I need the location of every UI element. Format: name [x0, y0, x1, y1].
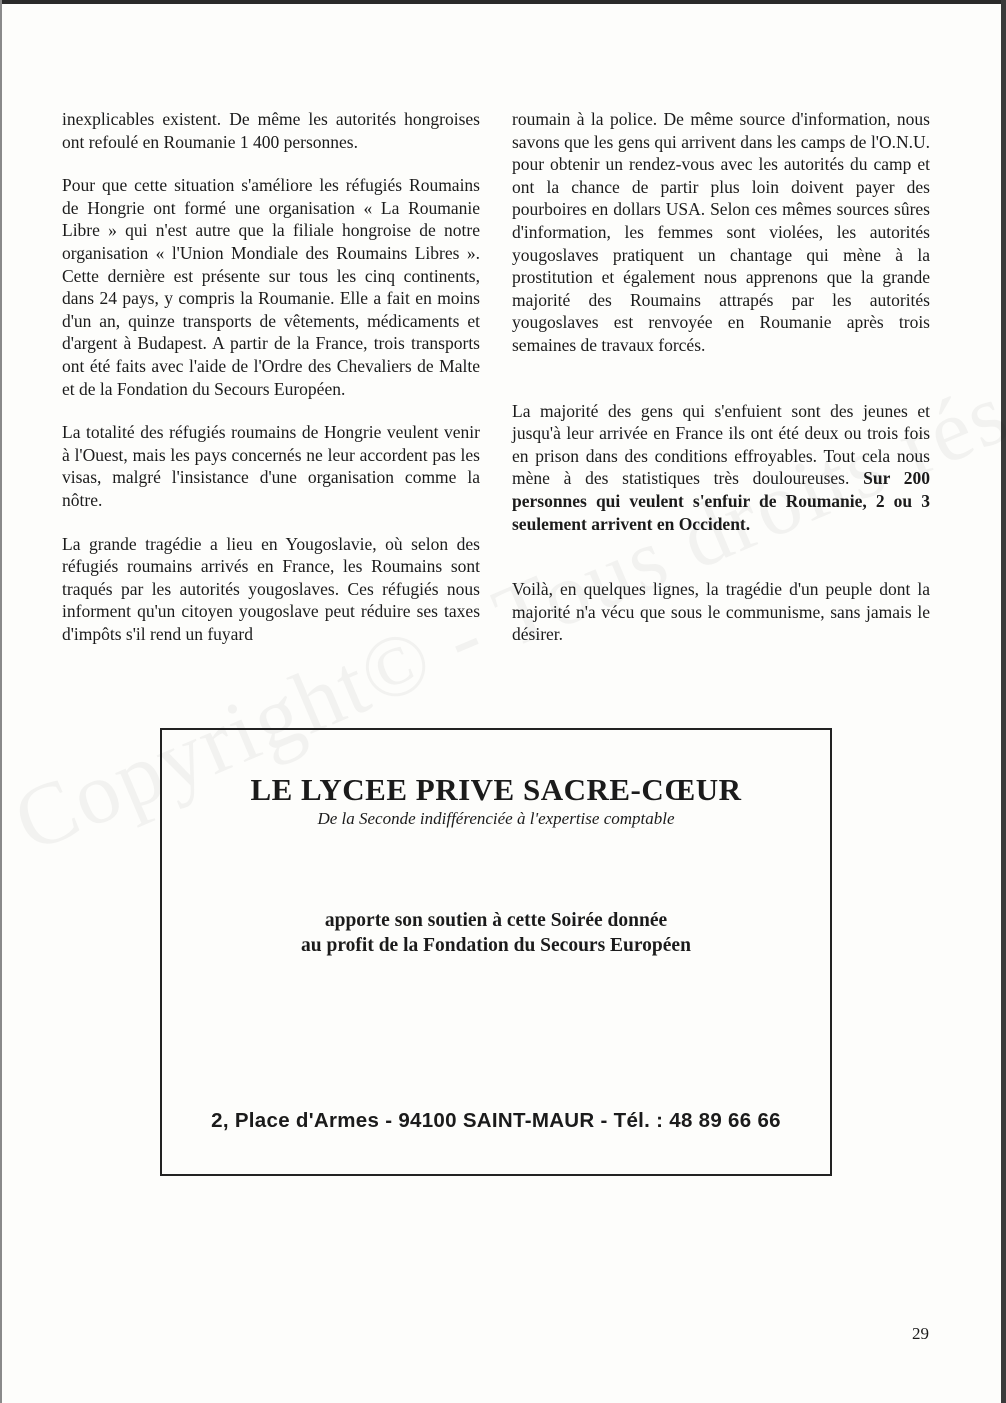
ad-subtitle: De la Seconde indifférenciée à l'expertise comptable — [317, 809, 675, 828]
scan-edge-left — [0, 0, 2, 1403]
right-paragraph-2-text: La majorité des gens qui s'enfuient sont des jeunes et jusqu'à leur arrivée en France ils ont été deux ou trois fois en prison dans des conditions effroyables. Tout cela nous mène à des statistiques très douloureuses. — [512, 400, 930, 489]
ad-message-line-2: au profit de la Fondation du Secours Européen — [301, 935, 691, 956]
left-text-column — [62, 108, 480, 666]
left-paragraph-3: La totalité des réfugiés roumains de Hongrie veulent venir à l'Ouest, mais les pays concernés ne leur accordent pas les visas, malgré l'insistance d'une organisation comme la nôtre. — [62, 422, 480, 510]
right-text-column — [512, 108, 930, 667]
right-paragraph-3: Voilà, en quelques lignes, la tragédie d'un peuple dont la majorité n'a vécu que sous le communisme, sans jamais le désirer. — [512, 579, 930, 645]
right-paragraph-2-bold: Sur 200 personnes qui veulent s'enfuir de Roumanie, 2 ou 3 seulement arrivent en Occident. — [512, 468, 930, 534]
left-paragraph-2: Pour que cette situation s'améliore les réfugiés Roumains de Hongrie ont formé une organisation « La Roumanie Libre » qui n'est autre que la filiale hongroise de notre organisation « l'Union Mondiale des Roumains Libres ». Cette dernière est présente sur tous les cinq continents, dans 24 pays, y compris la Roumanie. Elle a fait en moins d'un an, quinze transports de vêtements, médicaments et d'argent à Budapest. A partir de la France, trois transports ont été faits avec l'aide de l'Ordre des Chevaliers de Malte et de la Fondation du Secours Européen. — [62, 175, 480, 399]
advertisement-box — [160, 728, 832, 1176]
scan-edge-right — [1001, 0, 1006, 1403]
scan-edge-top — [0, 0, 1006, 4]
ad-message-line-1: apporte son soutien à cette Soirée donnée — [324, 910, 668, 931]
right-paragraph-1: roumain à la police. De même source d'information, nous savons que les gens qui arrivent dans les camps de l'O.N.U. pour obtenir un rendez-vous avec les autorités du camp et ont la chance de partir plus loin doivent payer des pourboires en dollars USA. Selon ces mêmes sources sûres d'information, les femmes sont violées, les autorités yougoslaves pratiquent un chantage qui mène à la prostitution et également nous apprenons que la grande majorité des Roumains attrapés par les autorités yougoslaves est renvoyée en Roumanie après trois semaines de travaux forcés. — [512, 109, 930, 355]
right-paragraph-2 — [512, 400, 930, 536]
ad-address: 2, Place d'Armes - 94100 SAINT-MAUR - Tél. : 48 89 66 66 — [211, 1109, 781, 1132]
page-number: 29 — [912, 1324, 929, 1343]
ad-title: LE LYCEE PRIVE SACRE-CŒUR — [250, 772, 742, 807]
ad-message — [162, 908, 830, 958]
left-paragraph-4: La grande tragédie a lieu en Yougoslavie, où selon des réfugiés roumains arrivés en France, les Roumains sont traqués par les autorités yougoslaves. Ces réfugiés nous informent qu'un citoyen yougoslave peut réduire ses taxes d'impôts s'il rend un fuyard — [62, 533, 480, 644]
left-paragraph-1: inexplicables existent. De même les autorités hongroises ont refoulé en Roumanie 1 400 personnes. — [62, 109, 480, 152]
